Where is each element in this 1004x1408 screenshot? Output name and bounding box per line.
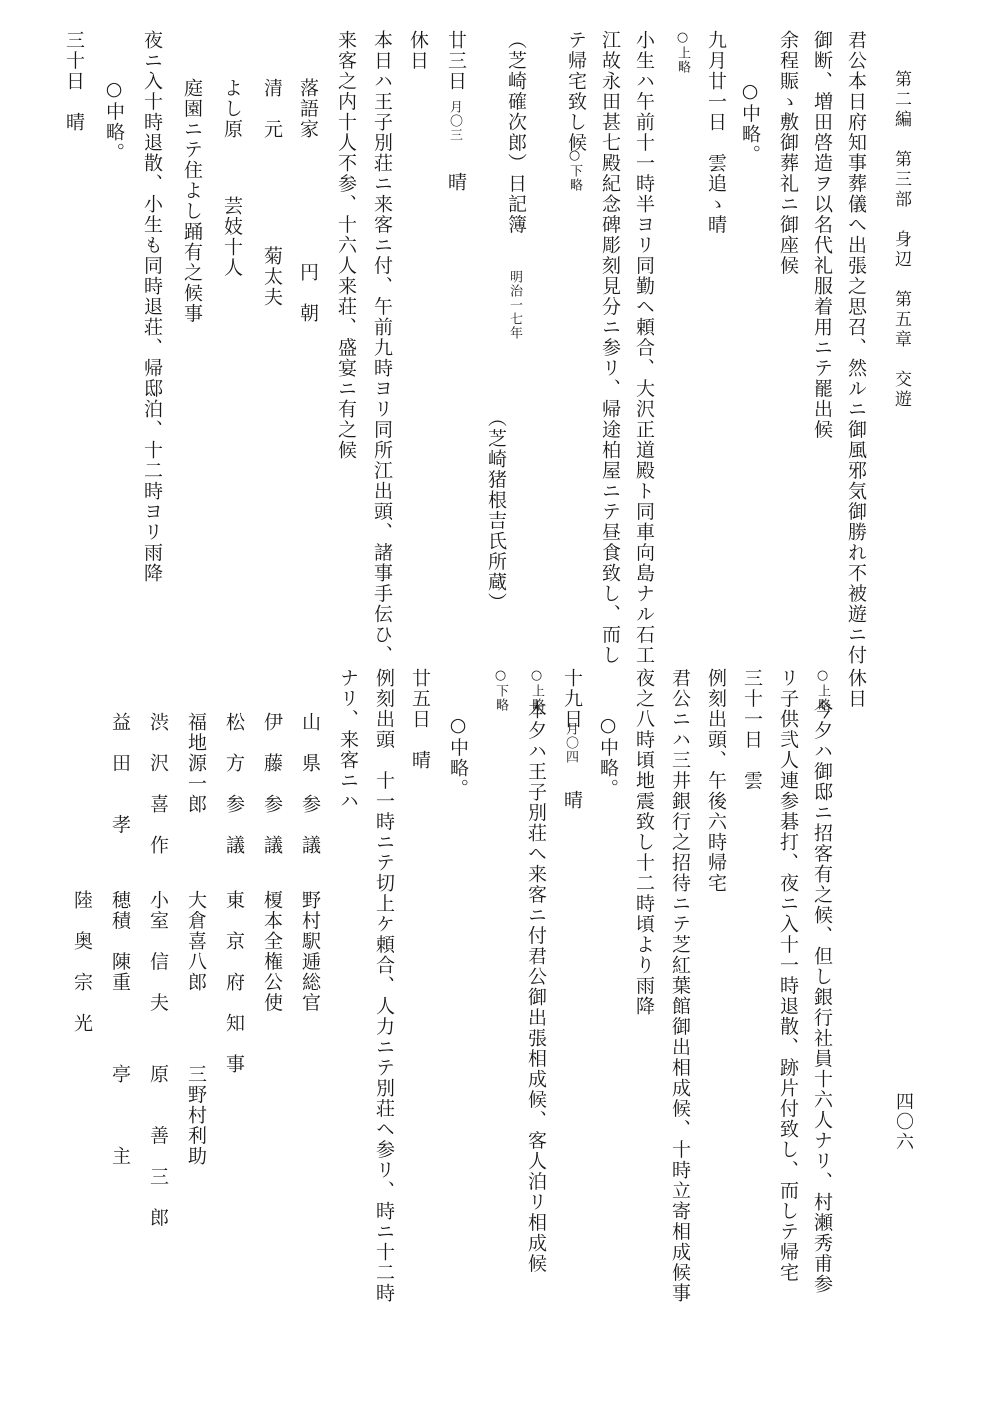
lower-line-18: 例刻出頭 十一時ニテ切上ケ頼合、人力ニテ別荘ヘ参リ、時ニ十二時: [373, 668, 395, 1304]
lower-line-11: 月〇四: [563, 722, 578, 764]
upper-line-14: 廿三日: [445, 30, 467, 92]
lower-line-14: 本夕ハ王子別荘へ来客ニ付君公御出張相成候、客人泊リ相成候: [525, 700, 547, 1274]
upper-line-10: ○下略: [567, 148, 582, 192]
upper-line-9: テ帰宅致し候: [565, 30, 587, 153]
lower-line-3: 今夕ハ御邸ニ招客有之候、但し銀行社員十六人ナリ、村瀬秀甫参: [811, 700, 833, 1295]
upper-line-20: 落語家: [297, 78, 319, 140]
guest-1: 山 県 参 議: [299, 712, 321, 856]
lower-line-15: ○下略: [493, 668, 508, 712]
guest-15: 亭 主: [109, 1064, 131, 1167]
upper-line-2: 御断、増田啓造ヲ以名代礼服着用ニテ罷出候: [811, 30, 833, 440]
lower-line-12: 晴: [561, 790, 583, 811]
upper-line-24: よし原: [221, 78, 243, 140]
upper-line-1: 君公本日府知事葬儀へ出張之思召、然ルニ御風邪気御勝れ不被遊ニ付: [845, 30, 867, 666]
lower-line-10: 十九日: [561, 668, 583, 730]
upper-line-3: 余程賑ゝ敷御葬礼ニ御座候: [777, 30, 799, 276]
guest-4: 榎本全権公使: [261, 890, 283, 1013]
page-number: 四〇六: [893, 1092, 914, 1152]
guest-8: 大倉喜八郎: [185, 890, 207, 993]
upper-line-27: 夜ニ入十時退散、小生も同時退荘、帰邸泊、十二時ヨリ雨降: [141, 30, 163, 584]
upper-line-11: （芝崎確次郎）日記簿: [505, 30, 527, 235]
upper-line-6: ○上略: [675, 30, 690, 74]
upper-line-19: 来客之内十人不参、十六人来荘、盛宴ニ有之候: [335, 30, 357, 461]
upper-line-22: 清 元: [261, 78, 283, 140]
upper-line-8: 江故永田甚七殿紀念碑彫刻見分ニ参リ、帰途柏屋ニテ昼食致し、而し: [599, 30, 621, 666]
upper-line-4: ○中略。: [739, 80, 761, 165]
guest-11: 小室 信 夫: [147, 890, 169, 1013]
guest-9: 三野村利助: [185, 1064, 207, 1167]
upper-line-15: 月〇三: [447, 100, 462, 142]
upper-line-18: 本日ハ王子別荘ニ来客ニ付、午前九時ヨリ同所江出頭、諸事手伝ひ、: [371, 30, 393, 666]
lower-line-1: 休日: [845, 668, 867, 709]
guest-13: 益 田 孝: [109, 712, 131, 835]
lower-line-4: リ子供弐人連参碁打、夜ニ入十一時退散、跡片付致し、而しテ帰宅: [777, 668, 799, 1283]
lower-line-17: 廿五日 晴: [409, 668, 431, 771]
upper-line-7: 小生ハ午前十一時半ヨリ同勤ヘ頼合、大沢正道殿ト同車向島ナル石工: [633, 30, 655, 666]
upper-line-12: 明治一七年: [507, 270, 522, 340]
lower-line-6: 例刻出頭、午後六時帰宅: [705, 668, 727, 894]
lower-line-7: 君公ニハ三井銀行之招待ニテ芝紅葉館御出相成候、十時立寄相成候事: [669, 668, 691, 1304]
upper-line-13: （芝崎猪根吉氏所蔵）: [485, 408, 507, 613]
lower-line-13: ○上略: [529, 668, 544, 712]
guest-14: 穂積 陳重: [109, 890, 131, 993]
lower-line-16: ○中略。: [447, 714, 469, 799]
lower-line-9: ○中略。: [597, 714, 619, 799]
upper-line-23: 菊太夫: [261, 246, 283, 308]
upper-line-5: 九月廿一日 雲追ゝ晴: [705, 30, 727, 235]
running-title: 第二編 第三部 身辺 第五章 交遊: [891, 70, 911, 410]
lower-line-2: ○上略: [815, 668, 830, 712]
upper-line-26: 庭園ニテ住よし踊有之候事: [181, 78, 203, 324]
upper-line-21: 円 朝: [297, 262, 319, 324]
guest-5: 松 方 参 議: [223, 712, 245, 856]
guest-6: 東 京 府 知 事: [223, 890, 245, 1075]
lower-line-19: ナリ、来客ニハ: [337, 668, 359, 812]
guest-2: 野村駅逓総官: [299, 890, 321, 1013]
guest-3: 伊 藤 参 議: [261, 712, 283, 856]
lower-line-5: 三十一日 雲: [741, 668, 763, 791]
upper-line-29: 三十日 晴: [63, 30, 85, 133]
upper-line-16: 晴: [445, 172, 467, 193]
guest-16: 陸 奥 宗 光: [71, 890, 93, 1034]
guest-10: 渋 沢 喜 作: [147, 712, 169, 856]
lower-line-8: 夜之八時頃地震致し十二時頃より雨降: [633, 668, 655, 1017]
upper-line-28: ○中略。: [103, 78, 125, 163]
upper-line-25: 芸妓十人: [221, 196, 243, 278]
upper-line-17: 休日: [407, 30, 429, 71]
guest-7: 福地源一郎: [185, 712, 207, 815]
guest-12: 原 善 三 郎: [147, 1064, 169, 1228]
